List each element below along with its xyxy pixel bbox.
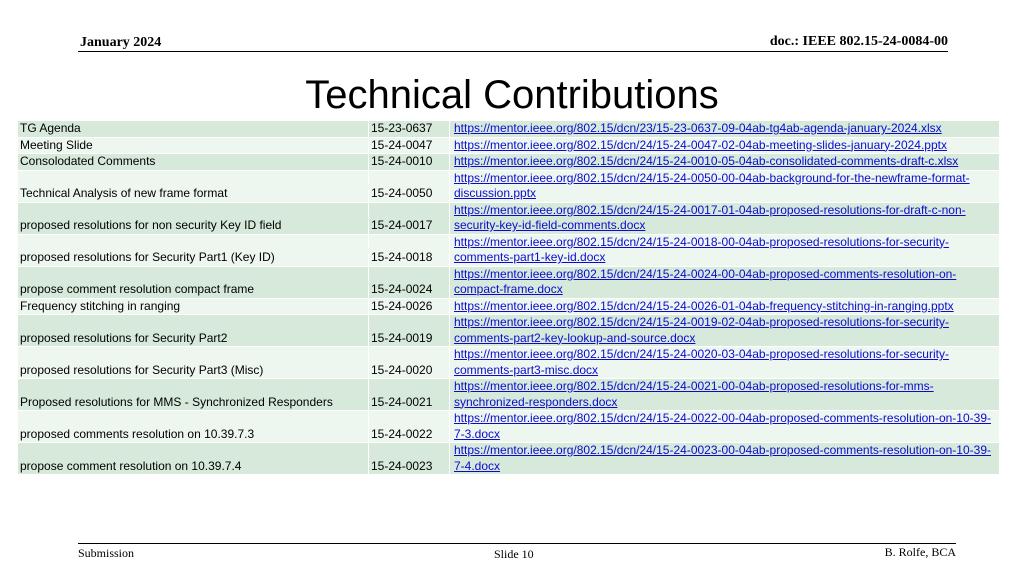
- contribution-url-cell: [450, 347, 1000, 379]
- header-divider: [78, 51, 948, 52]
- contribution-name: TG Agenda: [18, 121, 369, 137]
- footer-slide-number: Slide 10: [494, 547, 534, 561]
- contribution-url-cell: [450, 315, 1000, 347]
- table-row: [18, 137, 999, 154]
- contribution-doc-number: 15-24-0019: [369, 315, 450, 347]
- contribution-name: Frequency stitching in ranging: [18, 298, 369, 315]
- table-row: [18, 234, 999, 266]
- contribution-url-cell: [450, 379, 1000, 411]
- contribution-link[interactable]: https://mentor.ieee.org/802.15/dcn/24/15-24-0026-01-04ab-frequency-stitching-in-ranging.pptx: [454, 298, 954, 313]
- contribution-name: Technical Analysis of new frame format: [18, 170, 369, 202]
- contribution-name: proposed comments resolution on 10.39.7.3: [18, 411, 369, 443]
- contribution-url-cell: [450, 154, 1000, 171]
- contribution-link[interactable]: https://mentor.ieee.org/802.15/dcn/24/15-24-0019-02-04ab-proposed-resolutions-for-security-comments-part2-key-lookup-and-source.docx: [454, 315, 949, 345]
- contribution-link[interactable]: https://mentor.ieee.org/802.15/dcn/24/15-24-0018-00-04ab-proposed-resolutions-for-security-comments-part1-key-id.docx: [454, 234, 949, 264]
- contribution-name: proposed resolutions for non security Key ID field: [18, 202, 369, 234]
- contribution-link[interactable]: https://mentor.ieee.org/802.15/dcn/24/15-24-0024-00-04ab-proposed-comments-resolution-on-compact-frame.docx: [454, 266, 957, 296]
- contributions-table: [18, 121, 999, 475]
- contribution-doc-number: 15-24-0018: [369, 234, 450, 266]
- contribution-doc-number: 15-23-0637: [369, 121, 450, 137]
- contribution-url-cell: [450, 411, 1000, 443]
- contribution-link[interactable]: https://mentor.ieee.org/802.15/dcn/24/15-24-0050-00-04ab-background-for-the-newframe-format-discussion.pptx: [454, 170, 970, 200]
- contribution-doc-number: 15-24-0023: [369, 443, 450, 475]
- table-row: [18, 298, 999, 315]
- contribution-name: Consolodated Comments: [18, 154, 369, 171]
- contribution-url-cell: [450, 170, 1000, 202]
- contribution-doc-number: 15-24-0010: [369, 154, 450, 171]
- table-row: [18, 266, 999, 298]
- contribution-url-cell: [450, 298, 1000, 315]
- contribution-name: propose comment resolution compact frame: [18, 266, 369, 298]
- contribution-url-cell: [450, 121, 1000, 137]
- contribution-url-cell: [450, 266, 1000, 298]
- slide-title: Technical Contributions: [305, 73, 719, 117]
- footer-author: B. Rolfe, BCA: [884, 545, 956, 559]
- contribution-link[interactable]: https://mentor.ieee.org/802.15/dcn/24/15-24-0017-01-04ab-proposed-resolutions-for-draft-c-non-security-key-id-field-comments.docx: [454, 202, 966, 232]
- contribution-doc-number: 15-24-0017: [369, 202, 450, 234]
- contribution-name: propose comment resolution on 10.39.7.4: [18, 443, 369, 475]
- contribution-doc-number: 15-24-0026: [369, 298, 450, 315]
- contribution-url-cell: [450, 137, 1000, 154]
- table-row: [18, 154, 999, 171]
- footer-submission: Submission: [78, 546, 135, 560]
- contribution-link[interactable]: https://mentor.ieee.org/802.15/dcn/24/15-24-0020-03-04ab-proposed-resolutions-for-security-comments-part3-misc.docx: [454, 347, 949, 377]
- contribution-url-cell: [450, 443, 1000, 475]
- contribution-link[interactable]: https://mentor.ieee.org/802.15/dcn/24/15-24-0010-05-04ab-consolidated-comments-draft-c.xlsx: [454, 154, 959, 168]
- contribution-link[interactable]: https://mentor.ieee.org/802.15/dcn/24/15-24-0023-00-04ab-proposed-comments-resolution-on-10-39-7-4.docx: [454, 443, 991, 473]
- header-date: January 2024: [80, 35, 162, 50]
- table-row: [18, 202, 999, 234]
- contribution-name: Proposed resolutions for MMS - Synchronized Responders: [18, 379, 369, 411]
- contribution-link[interactable]: https://mentor.ieee.org/802.15/dcn/24/15-24-0047-02-04ab-meeting-slides-january-2024.pptx: [454, 137, 947, 152]
- contribution-url-cell: [450, 234, 1000, 266]
- contribution-link[interactable]: https://mentor.ieee.org/802.15/dcn/24/15-24-0021-00-04ab-proposed-resolutions-for-mms-synchronized-responders.docx: [454, 379, 934, 409]
- contribution-doc-number: 15-24-0050: [369, 170, 450, 202]
- contribution-name: proposed resolutions for Security Part2: [18, 315, 369, 347]
- contribution-doc-number: 15-24-0047: [369, 137, 450, 154]
- table-row: [18, 379, 999, 411]
- table-row: [18, 121, 999, 137]
- contribution-doc-number: 15-24-0024: [369, 266, 450, 298]
- table-row: [18, 443, 999, 475]
- contribution-name: proposed resolutions for Security Part1 (Key ID): [18, 234, 369, 266]
- contribution-url-cell: [450, 202, 1000, 234]
- table-row: [18, 170, 999, 202]
- contribution-name: Meeting Slide: [18, 137, 369, 154]
- table-row: [18, 347, 999, 379]
- table-row: [18, 315, 999, 347]
- contribution-name: proposed resolutions for Security Part3 (Misc): [18, 347, 369, 379]
- header-doc-id: doc.: IEEE 802.15-24-0084-00: [769, 34, 948, 49]
- footer-divider: [78, 543, 956, 544]
- contribution-doc-number: 15-24-0021: [369, 379, 450, 411]
- contribution-doc-number: 15-24-0020: [369, 347, 450, 379]
- contribution-doc-number: 15-24-0022: [369, 411, 450, 443]
- contribution-link[interactable]: https://mentor.ieee.org/802.15/dcn/23/15-23-0637-09-04ab-tg4ab-agenda-january-2024.xlsx: [454, 121, 942, 135]
- contribution-link[interactable]: https://mentor.ieee.org/802.15/dcn/24/15-24-0022-00-04ab-proposed-comments-resolution-on-10-39-7-3.docx: [454, 411, 991, 441]
- table-row: [18, 411, 999, 443]
